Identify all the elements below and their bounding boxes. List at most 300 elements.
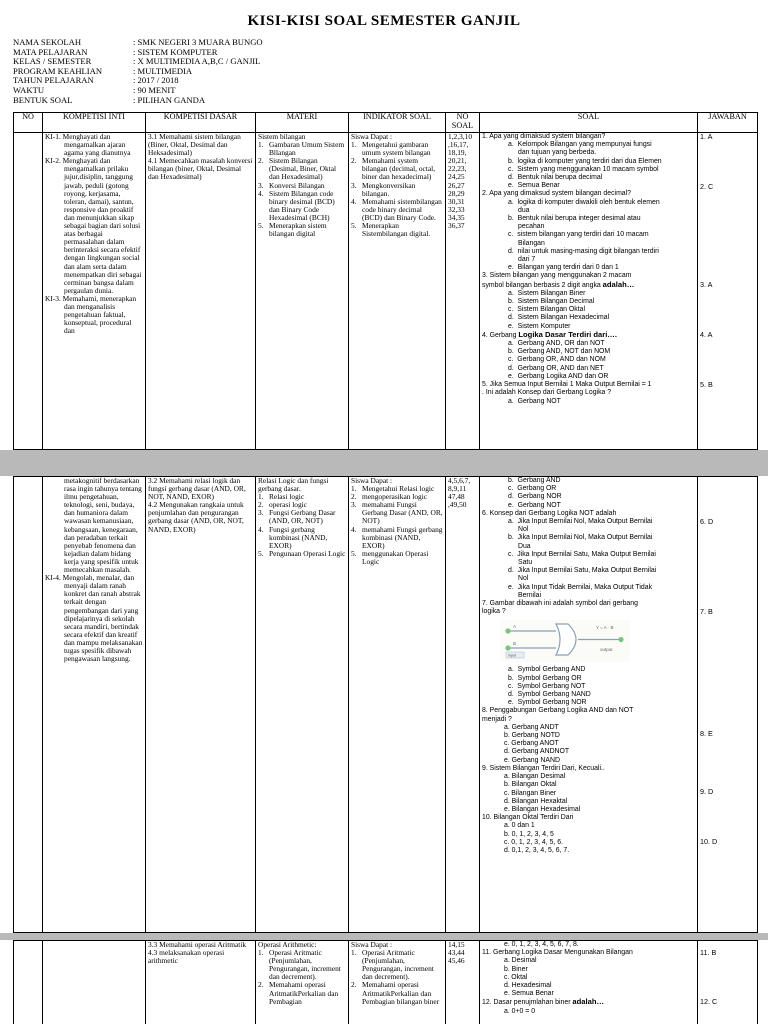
answer-4: 4. A (700, 330, 713, 339)
list-text: mengoperasikan logic (362, 492, 428, 502)
meta-value: : 90 MENIT (133, 84, 176, 95)
answer-9: 9. D (700, 787, 714, 796)
option-letter: e. (508, 583, 514, 591)
option-letter: c. (508, 356, 514, 364)
option-10e: e. 0, 1, 2, 3, 4, 5, 6, 7, 8. (504, 941, 579, 948)
list-number: 3. (351, 500, 357, 510)
list-number: 4. (351, 524, 357, 534)
question-5-line-1: 5. Jika Semua Input Bernilai 1 Maka Output Bernilai = 1 (482, 381, 652, 389)
cell-no-soal (446, 941, 480, 1024)
meta-value: : PILIHAN GANDA (133, 94, 206, 105)
option-letter: e. (508, 264, 514, 272)
list-text: Operasi Aritmatic (Penjumlahan, Pengurangan, increment dan decrement). (269, 948, 341, 982)
meta-label: MATA PELAJARAN (13, 46, 88, 57)
input-b-node (505, 646, 510, 651)
list-text: Mengetahui Relasi logic (362, 484, 435, 494)
output-node (618, 637, 623, 642)
answer-option: b. 0, 1, 2, 3, 4, 5 (504, 830, 554, 838)
option-letter: e. (508, 372, 514, 380)
list-text: Menerapkan Sistembilangan digital. (362, 221, 431, 239)
answer-option (482, 551, 695, 567)
answer-option: e. Semua Benar (504, 990, 554, 998)
ki-text: KI-4. Mengolah, menalar, dan menyaji dalam ranah konkret dan ranah abstrak terkait dengan pengembangan dari yang dipelajarinya di sekolah secara mandiri, bertindak secara efektif dan kreatif dan mampu melaksanakan tugas spesifik dibawah pengawasan langsung. (45, 573, 143, 664)
option-text: Gerbang AND (517, 477, 561, 484)
school-info (13, 38, 263, 105)
question-4-suffix: Logika Dasar Terdiri dari…. (518, 329, 618, 339)
document-title: KISI-KISI SOAL SEMESTER GANJIL (247, 13, 521, 29)
question-3-line-1: 3. Sistem bilangan yang menggunakan 2 macam (482, 272, 632, 280)
no-soal-line: 26,27 (448, 180, 465, 190)
list-text: Fungsi Gerbang Dasar (AND, OR, NOT) (269, 508, 336, 526)
list-number: 4. (258, 524, 264, 534)
options-5 (482, 398, 695, 406)
answer-option (482, 584, 695, 600)
option-letter: b. (508, 477, 514, 484)
answer-option: a. Bilangan Desimal (504, 773, 566, 781)
option-text: Jika Input Bernilai Satu, Maka Output Bernilai (517, 550, 656, 558)
option-text-continued: dari 7 (518, 256, 536, 264)
option-text: Symbol Gerbang AND (517, 666, 586, 674)
question-3-suffix: adalah… (602, 279, 635, 289)
option-text: Sistem Bilangan Biner (517, 289, 586, 297)
list-number: 3. (258, 508, 264, 518)
answer-2: 2. C (700, 182, 714, 191)
question-8 (482, 707, 695, 723)
answer-option (482, 182, 695, 190)
answer-12: 12. C (700, 997, 718, 1006)
options-2 (482, 199, 695, 273)
answer-option (482, 493, 695, 501)
answer-option (482, 348, 695, 356)
answer-option (482, 314, 695, 322)
question-6: 6. Konsep dari Gerbang Logika NOT adalah (482, 509, 617, 517)
answer-option: b. Gerbang NOTD (504, 732, 560, 740)
answer-option (482, 398, 695, 406)
list-text: Gambaran Umum Sistem Bllangan (269, 140, 345, 158)
options-5-cont (482, 477, 695, 510)
options-7 (482, 666, 695, 707)
options-10 (482, 822, 695, 855)
meta-label: NAMA SEKOLAH (13, 37, 82, 47)
header-kompetisi-dasar: KOMPETISI DASAR (146, 113, 256, 133)
options-6 (482, 518, 695, 600)
materi-heading: Operasi Arithmetic: (258, 940, 317, 949)
answer-5: 5. B (700, 380, 713, 389)
answer-option (482, 675, 695, 683)
option-text: Symbol Gerbang OR (517, 674, 582, 682)
answer-option (482, 158, 695, 166)
answer-option (482, 373, 695, 381)
ki-text: KI-2. Menghayati dan mengamalkan prilaku jujur,disiplin, tanggung jawab, peduli (gotong royong, kerjasama, toleran, damai), santun, responsive dan proaktif dan menunjukkan sikap sebagai bagian dari solusi atas berbagai permasalahan dalam berinteraksi secara efektif dengan lingkungan social dan alam serta dalam menempatkan diri sebagai cerminan bangsa dalam pergaulan dunia. (45, 156, 142, 295)
kd-text: 4.3 melaksanakan operasi arithmetic (148, 948, 225, 966)
option-text-continued: Nol (518, 575, 529, 583)
option-letter: a. (508, 289, 514, 297)
option-text: Bilangan yang terdiri dari 0 dan 1 (517, 264, 619, 272)
option-letter: a. (508, 397, 514, 405)
cell-materi (256, 133, 349, 450)
list-item (258, 949, 346, 981)
answer-option (482, 502, 695, 510)
question-12 (482, 998, 695, 1007)
question-3 (482, 272, 695, 289)
list-text: memahami Fungsi Gerbang Dasar (AND, OR, NOT) (362, 500, 443, 526)
list-number: 4. (351, 196, 357, 206)
indikator-list (351, 949, 443, 1006)
list-number: 5. (351, 548, 357, 558)
kd-text: 3.2 Memahami relasi logik dan fungsi gerbang dasar (AND, OR, NOT, NAND, EXOR) (148, 476, 246, 502)
cell-indikator (349, 941, 446, 1024)
cell-kompetisi-dasar (146, 477, 256, 933)
option-text: Gerbang Logika AND dan OR (517, 372, 609, 380)
cell-jawaban (698, 477, 758, 933)
option-text: Gerbang OR (517, 485, 557, 493)
list-number: 2. (351, 156, 357, 166)
cell-no-soal (446, 477, 480, 933)
answer-7: 7. B (700, 607, 713, 616)
grid-table-page-1 (13, 112, 758, 450)
gate-label-input: input (508, 654, 517, 659)
answer-option: c. Bilangan Biner (504, 789, 557, 797)
list-item (258, 509, 346, 525)
option-text: Gerbang AND, NOT dan NOM (517, 348, 611, 356)
indikator-list (351, 141, 443, 238)
no-soal-line: ,16,17, (448, 140, 469, 150)
answer-6: 6. D (700, 517, 714, 526)
question-9: 9. Sistem Bilangan Terdiri Dari, Kecuali.. (482, 764, 605, 772)
kd-text: 4.1 Memecahkan masalah konversi bilangan (biner, Oktal, Desimal dan Hexadesimal) (148, 156, 253, 182)
list-text: Menerapkan sistem bilangan digital (269, 221, 327, 239)
option-text: Symbol Gerbang NAND (517, 691, 591, 699)
answer-option (482, 174, 695, 182)
list-item (258, 222, 346, 238)
list-item (258, 550, 346, 558)
no-soal-line: 28,29 (448, 188, 465, 198)
header-materi: MATERI (256, 113, 349, 133)
answer-option: d. 0,1, 2, 3, 4, 5, 6, 7. (504, 846, 570, 854)
question-8-line-1: 8. Penggabungan Gerbang Logika AND dan NOT (482, 707, 634, 715)
list-number: 1. (351, 484, 357, 494)
option-letter: b. (508, 215, 514, 223)
answer-spacer (700, 477, 755, 518)
option-text: Jika Input Tidak Bernilai, Maka Output Tidak (517, 583, 653, 591)
list-number: 2. (351, 980, 357, 990)
answer-option (482, 534, 695, 550)
options-3 (482, 290, 695, 331)
option-text: Sistem Bilangan Hexadecimal (517, 314, 610, 322)
option-letter: e. (508, 322, 514, 330)
list-text: Mengetahui gambaran umum system bilangan (362, 140, 431, 158)
cell-soal (480, 941, 698, 1024)
gate-expression: Y = A · B (596, 625, 614, 631)
list-number: 3. (351, 180, 357, 190)
input-a-node (505, 629, 510, 634)
list-text: Pengunaan Operasi Logic (269, 548, 346, 558)
option-text-continued: dan tujuan yang berbeda. (518, 149, 597, 157)
option-text: Gerbang OR, AND dan NOM (517, 356, 606, 364)
header-no: NO (14, 113, 43, 133)
option-text: Sistem Bilangan Decimal (517, 298, 595, 306)
option-text: Gerbang OR, AND dan NET (517, 364, 604, 372)
question-10: 10. Bilangan Oktal Terdiri Dari (482, 814, 574, 822)
answer-option (482, 298, 695, 306)
answer-option (482, 518, 695, 534)
options-11 (482, 957, 695, 998)
meta-label: PROGRAM KEAHLIAN (13, 65, 103, 76)
page-1 (0, 0, 768, 450)
list-number: 5. (258, 548, 264, 558)
no-soal-line: 8,9,11 (448, 484, 467, 494)
option-letter: d. (508, 567, 514, 575)
list-item (351, 222, 443, 238)
option-letter: d. (508, 247, 514, 255)
option-letter: e. (508, 182, 514, 190)
list-item (258, 141, 346, 157)
no-soal-line: 45,46 (448, 956, 465, 966)
option-letter: e. (508, 501, 514, 509)
no-soal-line: 47,48 (448, 492, 465, 502)
option-text: Semua Benar (517, 182, 560, 190)
list-text: Fungsi gerbang kombinasi (NAND, EXOR) (269, 524, 328, 550)
option-letter: a. (508, 340, 514, 348)
meta-value: : SMK NEGERI 3 MUARA BUNGO (133, 37, 263, 47)
meta-row (13, 96, 263, 106)
list-number: 2. (258, 156, 264, 166)
option-letter: c. (508, 165, 514, 173)
question-7-line-2: logika ? (482, 608, 506, 616)
list-text: Konversi Bilangan (269, 180, 325, 190)
option-letter: a. (508, 518, 514, 526)
answer-option (482, 264, 695, 272)
option-letter: a. (508, 198, 514, 206)
no-soal-line: ,49,50 (448, 500, 467, 510)
option-text: sistem bilangan yang terdiri dari 10 macam (517, 231, 649, 239)
list-number: 5. (351, 221, 357, 231)
header-kompetisi-inti: KOMPETISI INTI (43, 113, 146, 133)
answer-option: d. Gerbang ANDNOT (504, 748, 570, 756)
meta-label: BENTUK SOAL (13, 94, 73, 105)
cell-kompetisi-dasar (146, 941, 256, 1024)
no-soal-line: 20,21, (448, 156, 467, 166)
option-text: nilai untuk masing-masing digit bilangan terdiri (517, 247, 659, 255)
list-number: 1. (258, 140, 264, 150)
answer-option: c. 0, 1, 2, 3, 4, 5, 6. (504, 838, 563, 846)
option-text: Gerbang AND, OR dan NOT (517, 340, 605, 348)
list-item (351, 981, 443, 1005)
answer-option: e. Gerbang NAND (504, 756, 560, 764)
option-letter: c. (508, 231, 514, 239)
option-text: Symbol Gerbang NOR (517, 699, 587, 707)
option-letter: a. (508, 141, 514, 149)
question-5-line-2: . Ini adalah Konsep dari Gerbang Logika ? (482, 389, 612, 397)
option-letter: b. (508, 157, 514, 165)
option-text: Sistem Bilangan Oktal (517, 306, 586, 314)
answer-option: e. Bilangan Hexadesimal (504, 805, 581, 813)
indikator-heading: Siswa Dapat : (351, 940, 393, 949)
list-item (258, 190, 346, 222)
materi-list (258, 141, 346, 238)
answer-option (482, 477, 695, 485)
no-soal-line: 32,33 (448, 204, 465, 214)
no-soal-line: 14,15 (448, 940, 465, 949)
option-text: Bentuk nilai berupa decimal (517, 174, 603, 182)
answer-option (482, 485, 695, 493)
answer-option: b. Biner (504, 965, 528, 973)
answer-10: 10. D (700, 837, 718, 846)
option-letter: d. (508, 174, 514, 182)
answer-option (482, 699, 695, 707)
list-item (258, 526, 346, 550)
no-soal-line: 4,5,6,7, (448, 476, 471, 485)
cell-kompetisi-inti (43, 133, 146, 450)
cell-jawaban (698, 133, 758, 450)
list-text: Memahami operasi AritmatikPerkalian dan Pembagian bilangan biner (362, 980, 440, 1006)
list-text: memahami Fungsi gerbang kombinasi (NAND, EXOR) (362, 524, 443, 550)
list-number: 1. (351, 948, 357, 958)
options-12 (482, 1008, 695, 1016)
option-text-continued: Bernilai (518, 591, 541, 599)
answer-option: d. Hexadesimal (504, 982, 552, 990)
cell-indikator (349, 477, 446, 933)
meta-value: : MULTIMEDIA (133, 65, 193, 76)
gate-label-b: B (513, 641, 517, 647)
grid-table-page-2 (13, 476, 758, 933)
materi-list (258, 493, 346, 558)
option-text: logika di komputer yang terdiri dari dua Elemen (517, 157, 662, 165)
options-9 (482, 773, 695, 814)
no-soal-list (448, 133, 477, 230)
answer-1: 1. A (700, 132, 713, 141)
cell-materi (256, 477, 349, 933)
no-soal-list (448, 477, 477, 509)
answer-option: a. 0+0 = 0 (504, 1007, 536, 1015)
answer-option (482, 141, 695, 157)
list-text: Memahami operasi AritmatikPerkalian dan Pembagian (269, 980, 339, 1006)
kd-text: 3.3 Memahami operasi Aritmatik (148, 940, 247, 949)
option-letter: c. (508, 306, 514, 314)
grid-table-page-3 (13, 940, 758, 1024)
option-text: Bentuk nilai berupa integer desimal atau (517, 215, 641, 223)
option-text-continued: dua (518, 206, 530, 214)
header-no-soal: NO SOAL (446, 113, 480, 133)
list-text: Sistem Bilangan code binary desimal (BCD) dan Binary Code Hexadesimal (BCH) (269, 188, 335, 222)
meta-value: : SISTEM KOMPUTER (133, 46, 218, 57)
no-soal-line: 34,35 (448, 212, 465, 222)
option-letter: c. (508, 682, 514, 690)
list-item (351, 157, 443, 181)
header-indikator-soal: INDIKATOR SOAL (349, 113, 446, 133)
option-text: Kelompok Bilangan yang mempunyai fungsi (517, 141, 652, 149)
option-text: logika di komputer diwakili oleh bentuk elemen (517, 198, 660, 206)
answer-option (482, 215, 695, 231)
answer-8: 8. E (700, 729, 713, 738)
option-text: Symbol Gerbang NOT (517, 682, 586, 690)
list-text: Operasi Aritmatic (Penjumlahan, Pengurangan, increment dan decrement). (362, 948, 434, 982)
cell-indikator (349, 133, 446, 450)
option-letter: c. (508, 550, 514, 558)
answer-option: d. Bilangan Hexaktal (504, 797, 568, 805)
page-2 (0, 476, 768, 933)
cell-no-soal (446, 133, 480, 450)
answer-option: c. Gerbang ANOT (504, 740, 559, 748)
question-7-line-1: 7. Gambar dibawah ini adalah symbol dari gerbang (482, 600, 638, 608)
answer-option (482, 231, 695, 247)
indikator-heading: Siswa Dapat : (351, 476, 393, 485)
answer-option (482, 166, 695, 174)
no-soal-line: 24,25 (448, 172, 465, 182)
kd-text: 3.1 Memahami sistem bilangan (Biner, Oktal, Desimal dan Heksadesimal) (148, 132, 241, 158)
question-12-suffix: adalah… (572, 997, 605, 1007)
cell-kompetisi-dasar (146, 133, 256, 450)
ki-text: metakognitif berdasarkan rasa ingin tahunya tentang ilmu pengetahuan, teknologi, seni, budaya, dan humaniora dalam wawasan kemanusiaan, kebangsaan, kenegaraan, dan peradaban terkait penyebab fenomena dan kejadian dalam bidang kerja yang spesifik untuk memecahkan masalah. (64, 476, 142, 575)
list-text: Memahami sistembilangan code binary decimal (BCD) dan Binary Code. (362, 196, 442, 222)
no-soal-line: 18,19, (448, 148, 467, 158)
indikator-heading: Siswa Dapat : (351, 132, 393, 141)
answer-option (482, 340, 695, 348)
list-number: 1. (258, 948, 264, 958)
option-text-continued: pecahan (518, 223, 545, 231)
cell-soal (480, 133, 698, 450)
list-number: 1. (351, 140, 357, 150)
and-gate-diagram (500, 620, 630, 662)
list-item (351, 526, 443, 550)
ki-text: KI-1. Menghayati dan mengamalkan ajaran agama yang dianutnya (45, 132, 131, 158)
option-text: Sistem Komputer (517, 322, 571, 330)
answer-option (482, 290, 695, 298)
list-number: 4. (258, 188, 264, 198)
option-text: Gerbang NOR (517, 493, 562, 501)
question-5 (482, 381, 695, 397)
question-7 (482, 600, 695, 616)
cell-jawaban (698, 941, 758, 1024)
option-letter: d. (508, 364, 514, 372)
answer-3: 3. A (700, 280, 713, 289)
gate-label-output: output (600, 647, 613, 653)
option-letter: d. (508, 314, 514, 322)
list-text: Relasi logic (269, 492, 305, 502)
meta-label: WAKTU (13, 84, 45, 95)
meta-label: TAHUN PELAJARAN (13, 75, 94, 86)
header-soal: SOAL (480, 113, 698, 133)
option-letter: c. (508, 485, 514, 493)
list-item (351, 182, 443, 198)
materi-list (258, 949, 346, 1006)
option-text: Jika Input Bernilai Satu, Maka Output Bernilai (517, 567, 657, 575)
answer-option: a. Desimal (504, 957, 537, 965)
list-item (258, 981, 346, 1005)
answer-option: b. Bilangan Oktal (504, 781, 557, 789)
list-number: 3. (258, 180, 264, 190)
no-soal-list (448, 941, 477, 965)
list-text: Mengkonversikan bilangan. (362, 180, 416, 198)
answer-option (482, 199, 695, 215)
answer-option (482, 666, 695, 674)
gate-label-a: A (513, 624, 517, 630)
kd-text: 4.2 Mengunakan rangkaia untuk penjumlahan dan pengurangan gerbang dasar (AND, OR, NOT, NAND, EXOR) (148, 500, 244, 534)
page-3 (0, 940, 768, 1024)
list-item (351, 949, 443, 981)
list-item (351, 141, 443, 157)
list-item (351, 198, 443, 222)
answer-option (482, 567, 695, 583)
options-4 (482, 340, 695, 381)
list-text: operasi logic (269, 500, 307, 510)
cell-no (14, 941, 43, 1024)
answer-option: c. Oktal (504, 973, 528, 981)
option-text: Gerbang NOT (517, 397, 561, 405)
list-number: 2. (258, 980, 264, 990)
list-item (351, 550, 443, 566)
no-soal-line: 36,37 (448, 221, 465, 231)
